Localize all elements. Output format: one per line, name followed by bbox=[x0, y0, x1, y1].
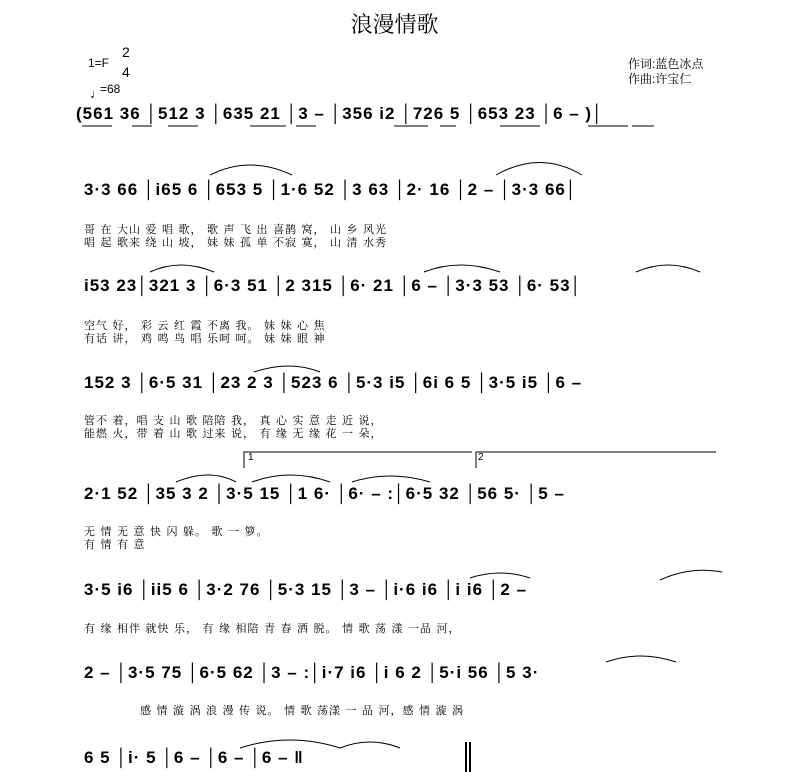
slur bbox=[352, 476, 430, 482]
slur bbox=[424, 265, 500, 272]
lyric-line-2b: 唱 起 歌来 绕 山 坡， 妹 妹 孤 单 不寂 寞， 山 清 水秀 bbox=[84, 236, 387, 249]
lyric-line-3a: 空气 好， 彩 云 红 霞 不离 我。 妹 妹 心 焦 bbox=[84, 319, 326, 332]
final-barline bbox=[466, 742, 470, 772]
lyric-line-7: 感 情 漩 涡 浪 漫 传 说。 情 歌 荡漾 一 品 河，感 情 漩 涡 bbox=[140, 704, 464, 717]
slur bbox=[254, 366, 320, 372]
notation-line-2: 3·3 66 │i65 6 │653 5 │1·6 52 │3 63 │2· 16 │2 – │3·3 66│ bbox=[84, 180, 578, 199]
volta-bracket-1 bbox=[244, 452, 472, 468]
notation-line-7: 2 – │3·5 75 │6·5 62 │3 – :│i·7 i6 │i 6 2 │5·i 56 │5 3· bbox=[84, 663, 540, 682]
notation-line-5: 2·1 52 │35 3 2 │3·5 15 │1 6· │6· – :│6·5 32 │56 5· │5 – bbox=[84, 484, 565, 503]
volta-first: 1 bbox=[248, 452, 254, 463]
notation-line-1: (561 36 │512 3 │635 21 │3 – │356 i2 │726 5 │653 23 │6 – )│ bbox=[76, 104, 604, 123]
slur bbox=[636, 265, 700, 272]
quarter-note-icon: ♩ bbox=[90, 86, 103, 101]
time-signature-top: 2 bbox=[122, 44, 130, 60]
lyric-line-2a: 哥 在 大山 爱 唱 歌， 歌 声 飞 出 喜鹊 窝， 山 乡 风光 bbox=[84, 223, 387, 236]
lyric-line-6: 有 缘 相伴 就快 乐， 有 缘 相陪 青 春 洒 脱。 情 歌 荡 漾 一品 河， bbox=[84, 622, 461, 635]
composer-credit: 作曲:许宝仁 bbox=[628, 72, 692, 86]
time-signature-bottom: 4 bbox=[122, 64, 130, 80]
lyric-line-4b: 能燃 火，带 着 山 歌 过来 说， 有 缘 无 缘 花 一 朵， bbox=[84, 427, 383, 440]
volta-second: 2 bbox=[478, 452, 484, 463]
notation-line-3: i53 23│321 3 │6·3 51 │2 315 │6· 21 │6 – │3·3 53 │6· 53│ bbox=[84, 276, 583, 295]
notation-line-6: 3·5 i6 │ii5 6 │3·2 76 │5·3 15 │3 – │i·6 i6 │i i6 │2 – bbox=[84, 580, 528, 599]
slur bbox=[252, 475, 330, 482]
lyric-line-5b: 有 情 有 意 bbox=[84, 538, 146, 551]
slur bbox=[340, 742, 400, 748]
slur bbox=[210, 165, 292, 175]
slur bbox=[470, 573, 530, 578]
slur bbox=[606, 656, 676, 662]
lyric-line-3b: 有话 讲， 鸡 鸣 鸟 唱 乐呵 呵。 妹 妹 眼 神 bbox=[84, 332, 326, 345]
notation-line-8: 6 5 │i· 5 │6 – │6 – │6 – ‖ bbox=[84, 748, 304, 767]
tempo-marking: =68 bbox=[100, 82, 121, 96]
song-title: 浪漫情歌 bbox=[350, 13, 439, 38]
slur bbox=[660, 570, 722, 580]
lyric-line-4a: 管不 着，唱 支 山 歌 陪陪 我， 真 心 实 意 走 近 说， bbox=[84, 414, 383, 427]
slur bbox=[176, 475, 236, 482]
key-signature: 1=F bbox=[88, 56, 110, 70]
slur bbox=[496, 163, 582, 176]
notation-line-4: 152 3 │6·5 31 │23 2 3 │523 6 │5·3 i5 │6i 6 5 │3·5 i5 │6 – bbox=[84, 373, 583, 392]
lyric-line-5a: 无 情 无 意 快 闪 躲。 歌 一 箩。 bbox=[84, 525, 269, 538]
lyricist-credit: 作词:蓝色冰点 bbox=[628, 57, 704, 71]
slur bbox=[150, 265, 214, 272]
slur bbox=[240, 740, 340, 748]
volta-bracket-2 bbox=[476, 452, 716, 468]
